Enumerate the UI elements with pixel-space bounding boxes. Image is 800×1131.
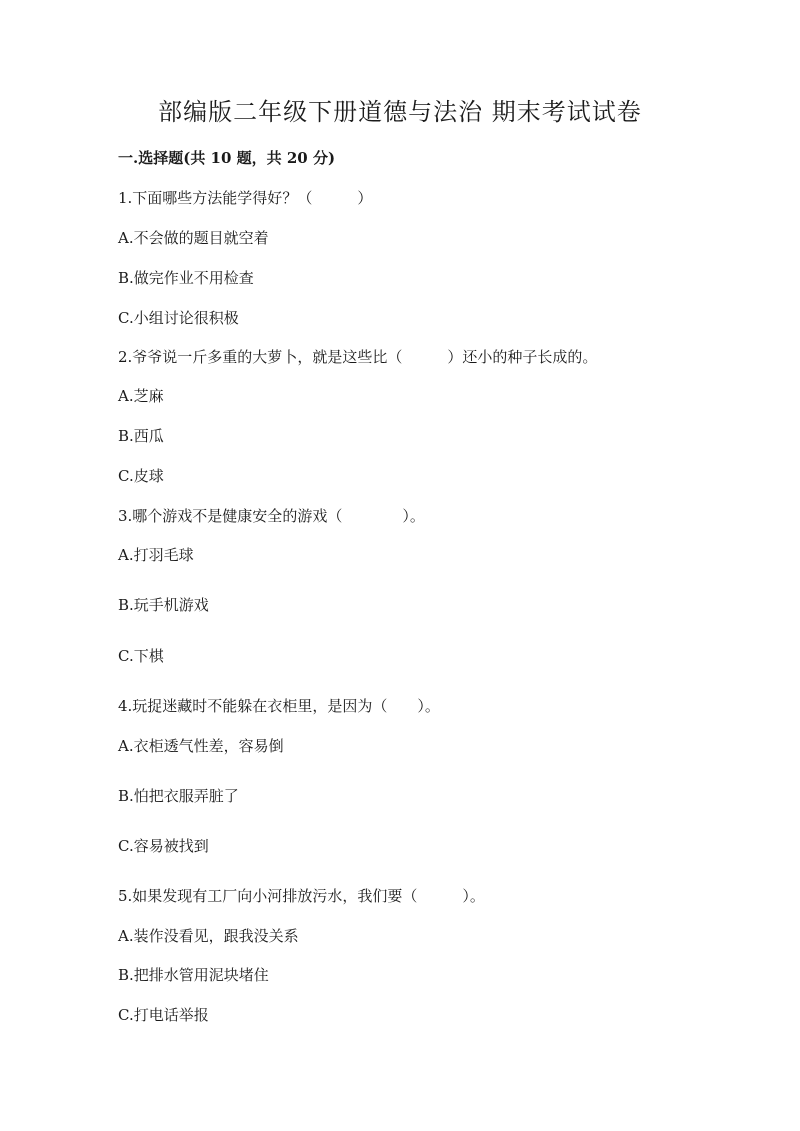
question-4-option-c: C.容易被找到 xyxy=(118,837,209,855)
question-3-option-b: B.玩手机游戏 xyxy=(118,596,209,614)
question-4-stem: 4.玩捉迷藏时不能躲在衣柜里，是因为（ ）。 xyxy=(118,697,440,715)
question-5-stem: 5.如果发现有工厂向小河排放污水，我们要（ ）。 xyxy=(118,887,485,905)
question-3-option-a: A.打羽毛球 xyxy=(118,546,194,564)
question-1-option-b: B.做完作业不用检查 xyxy=(118,269,254,287)
question-2-option-a: A.芝麻 xyxy=(118,387,164,405)
question-2-stem: 2.爷爷说一斤多重的大萝卜，就是这些比（ ）还小的种子长成的。 xyxy=(118,348,598,366)
question-4-option-b: B.怕把衣服弄脏了 xyxy=(118,787,239,805)
question-2-option-b: B.西瓜 xyxy=(118,427,164,445)
question-3-option-c: C.下棋 xyxy=(118,647,164,665)
question-1-stem: 1.下面哪些方法能学得好？（ ） xyxy=(118,189,373,207)
question-3-stem: 3.哪个游戏不是健康安全的游戏（ ）。 xyxy=(118,507,425,525)
exam-title: 部编版二年级下册道德与法治 期末考试试卷 xyxy=(158,98,642,126)
section-heading: 一.选择题(共 10 题，共 20 分) xyxy=(118,149,336,167)
question-5-option-c: C.打电话举报 xyxy=(118,1006,209,1024)
question-5-option-b: B.把排水管用泥块堵住 xyxy=(118,966,269,984)
question-1-option-c: C.小组讨论很积极 xyxy=(118,309,239,327)
question-5-option-a: A.装作没看见，跟我没关系 xyxy=(118,927,299,945)
question-4-option-a: A.衣柜透气性差，容易倒 xyxy=(118,737,284,755)
question-2-option-c: C.皮球 xyxy=(118,467,164,485)
question-1-option-a: A.不会做的题目就空着 xyxy=(118,229,269,247)
